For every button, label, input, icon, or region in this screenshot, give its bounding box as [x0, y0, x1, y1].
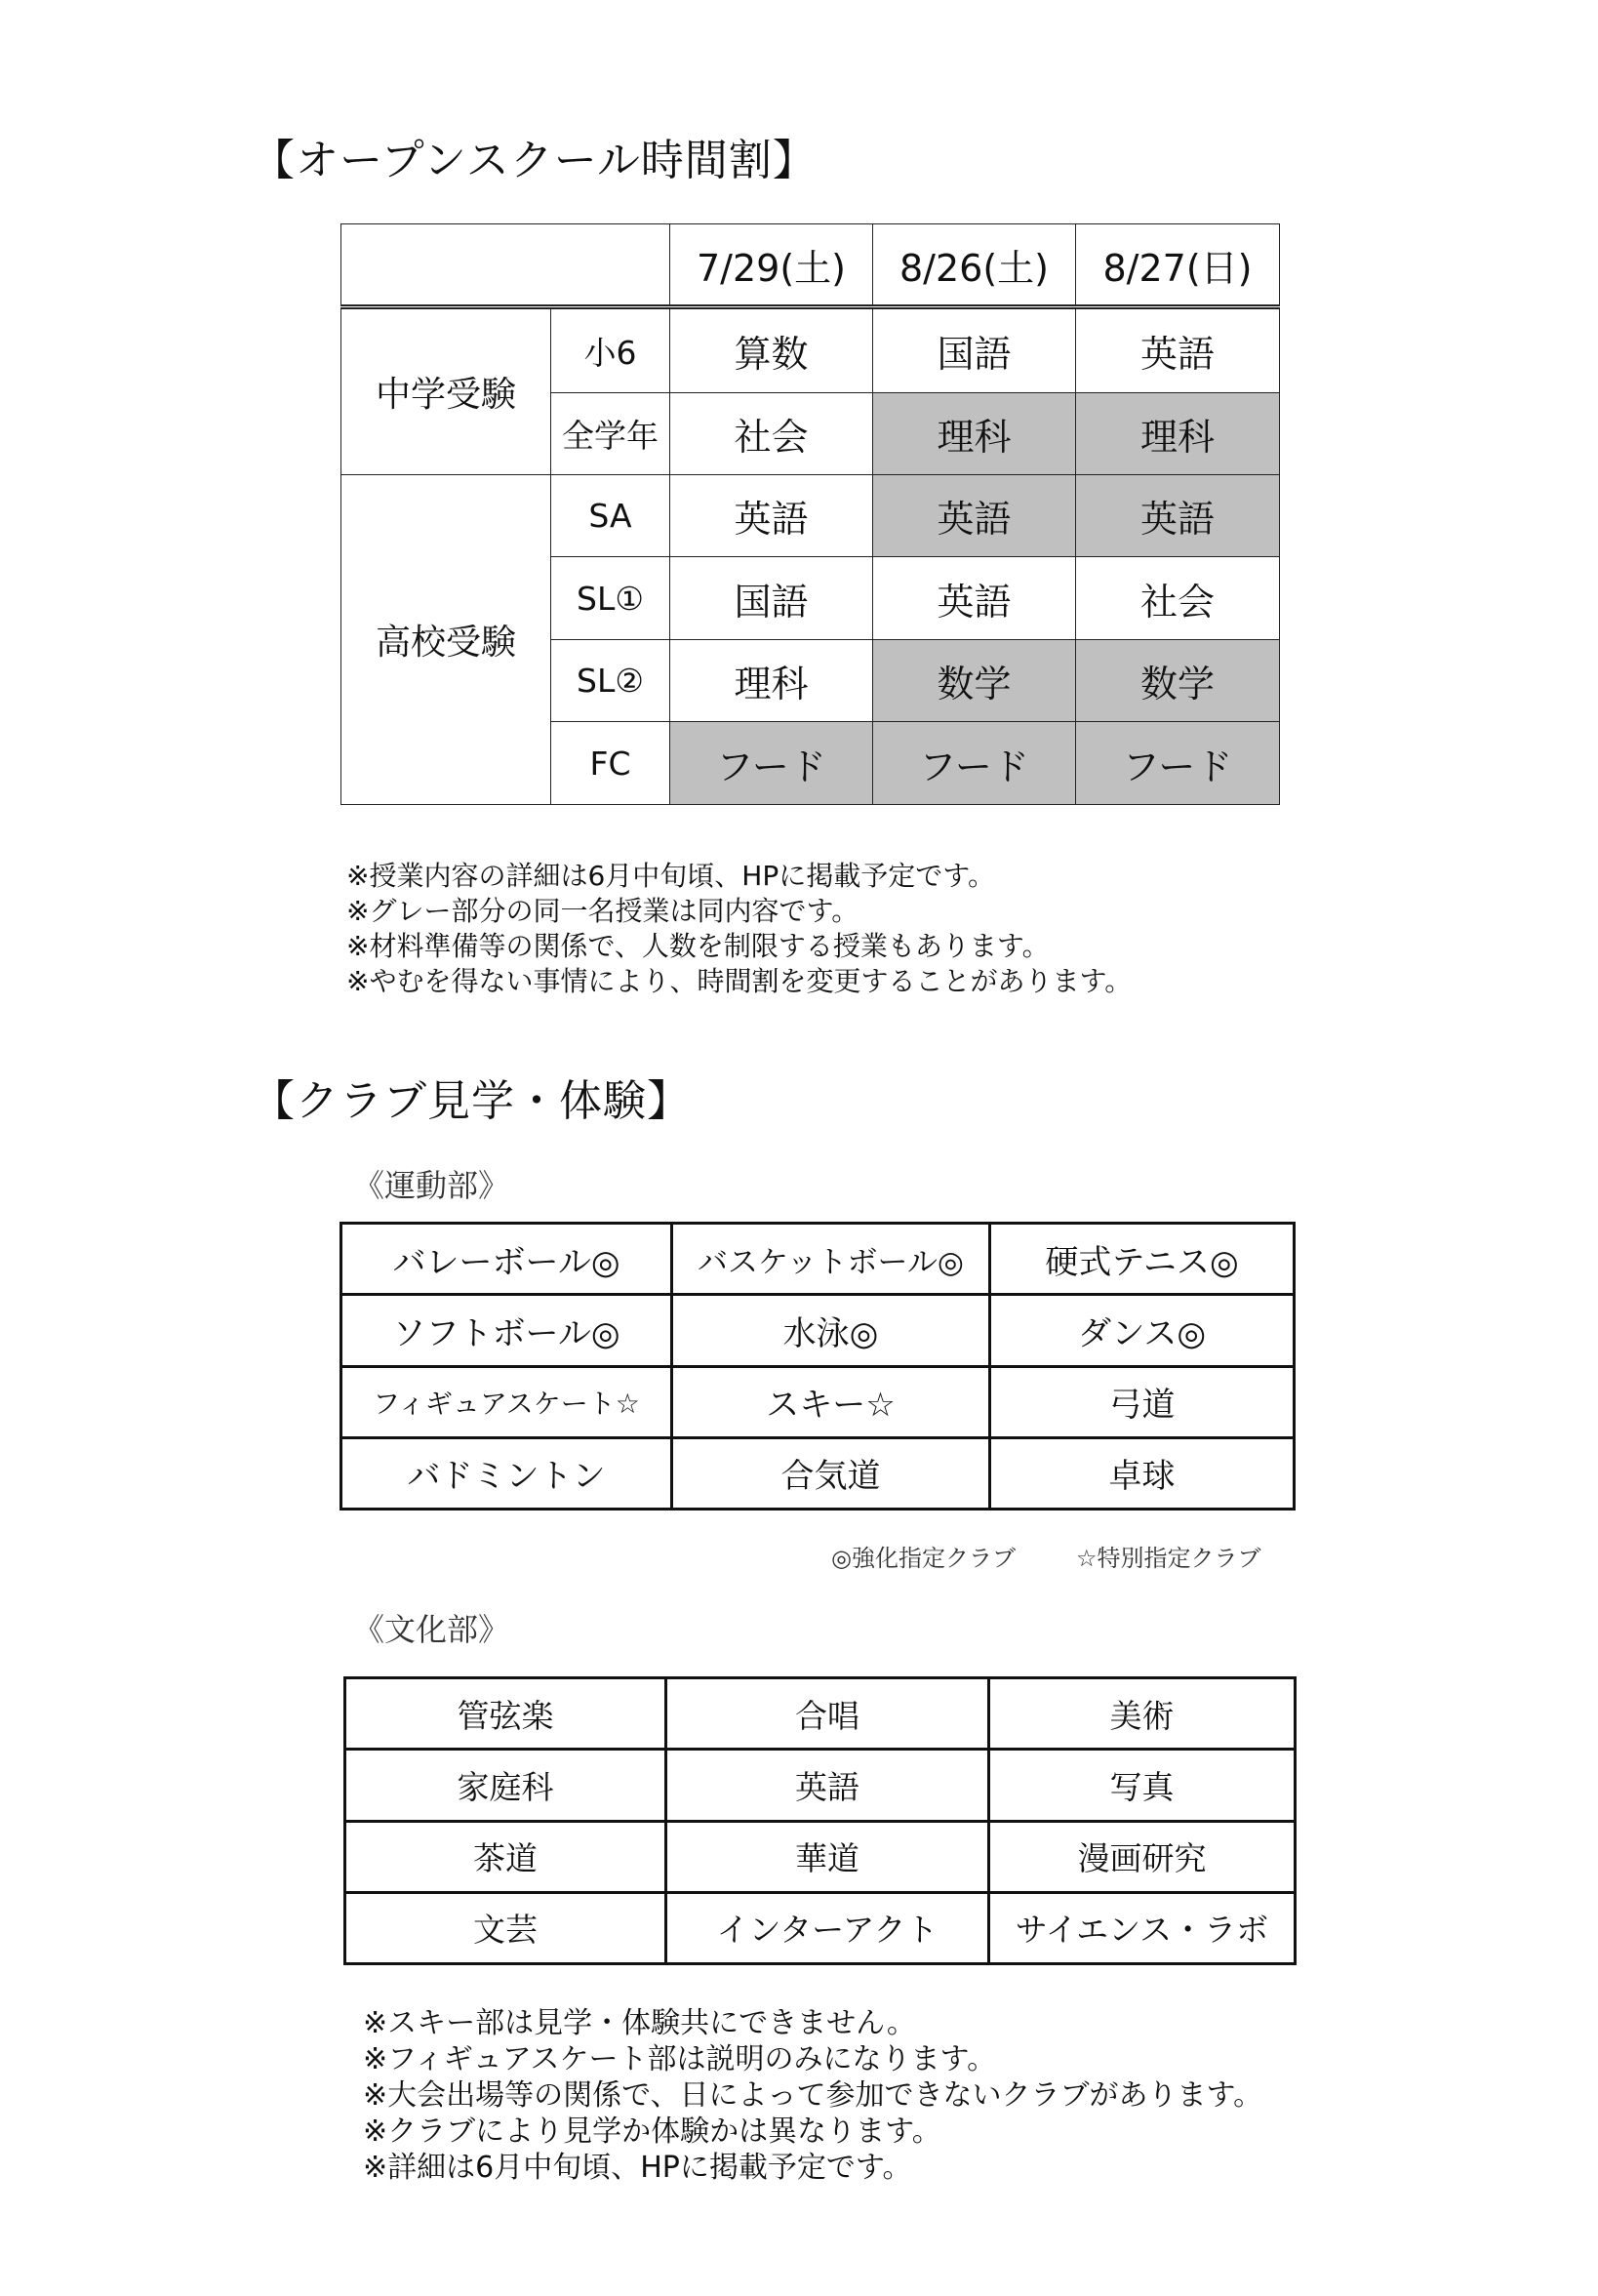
timetable-header-row: [341, 224, 1280, 307]
club-cell: 美術: [989, 1678, 1296, 1750]
note-line: ※詳細は6月中旬頃、HPに掲載予定です。: [363, 2151, 912, 2185]
note-line: ※授業内容の詳細は6月中旬頃、HPに掲載予定です。: [346, 860, 995, 892]
club-cell: フィギュアスケート☆: [341, 1366, 672, 1437]
club-row: [345, 1678, 1296, 1750]
club-cell: 茶道: [345, 1821, 666, 1892]
club-cell: ソフトボール◎: [341, 1295, 672, 1366]
section-title-clubs: 【クラブ見学・体験】: [252, 1076, 691, 1126]
club-cell: バレーボール◎: [341, 1224, 672, 1295]
culture-clubs-table: [343, 1676, 1297, 1965]
club-cell: 漫画研究: [989, 1821, 1296, 1892]
club-cell: 写真: [989, 1750, 1296, 1821]
sports-clubs-heading: 《運動部》: [353, 1167, 510, 1204]
subject-cell-grey: フード: [670, 722, 873, 805]
club-cell: 合唱: [666, 1678, 989, 1750]
club-cell: 英語: [666, 1750, 989, 1821]
date-header: 8/27(日): [1076, 224, 1280, 307]
group-label-high-school: 高校受験: [341, 474, 551, 804]
legend-special: ☆特別指定クラブ: [1076, 1545, 1261, 1572]
club-cell: バスケットボール◎: [672, 1224, 990, 1295]
subject-cell-grey: 英語: [873, 474, 1076, 556]
note-line: ※フィギュアスケート部は説明のみになります。: [363, 2042, 997, 2076]
group-label-junior-high: 中学受験: [341, 307, 551, 475]
subject-cell-grey: 数学: [1076, 639, 1280, 721]
note-line: ※クラブにより見学か体験かは異なります。: [363, 2115, 941, 2149]
club-cell: サイエンス・ラボ: [989, 1892, 1296, 1963]
subject-cell-grey: フード: [873, 722, 1076, 805]
section-title-open-school: 【オープンスクール時間割】: [252, 136, 817, 185]
subject-cell: 英語: [670, 474, 873, 556]
subject-cell: 理科: [670, 639, 873, 721]
subject-cell-grey: フード: [1076, 722, 1280, 805]
row-label: SL②: [551, 639, 670, 721]
club-row: [341, 1295, 1295, 1366]
club-cell: スキー☆: [672, 1366, 990, 1437]
club-row: [341, 1224, 1295, 1295]
row-label: 小6: [551, 307, 670, 393]
club-row: [345, 1750, 1296, 1821]
sports-clubs-table: [340, 1222, 1296, 1511]
timetable-notes: [346, 859, 1132, 999]
club-cell: 卓球: [990, 1437, 1295, 1509]
row-label: 全学年: [551, 392, 670, 474]
open-school-timetable: [340, 223, 1280, 805]
club-row: [341, 1366, 1295, 1437]
club-notes: [363, 2005, 1262, 2186]
note-line: ※やむを得ない事情により、時間割を変更することがあります。: [346, 965, 1133, 997]
timetable-row: [341, 474, 1280, 556]
club-row: [341, 1437, 1295, 1509]
subject-cell: 国語: [873, 307, 1076, 393]
note-line: ※材料準備等の関係で、人数を制限する授業もあります。: [346, 930, 1050, 962]
timetable-corner-cell: [341, 224, 670, 307]
row-label: SA: [551, 474, 670, 556]
club-cell: バドミントン: [341, 1437, 672, 1509]
club-row: [345, 1821, 1296, 1892]
subject-cell-grey: 数学: [873, 639, 1076, 721]
row-label: FC: [551, 722, 670, 805]
subject-cell: 英語: [1076, 307, 1280, 393]
club-cell: 水泳◎: [672, 1295, 990, 1366]
timetable-row: [341, 307, 1280, 393]
club-cell: 硬式テニス◎: [990, 1224, 1295, 1295]
club-row: [345, 1892, 1296, 1963]
legend-reinforced: ◎強化指定クラブ: [831, 1545, 1016, 1572]
subject-cell-grey: 理科: [1076, 392, 1280, 474]
subject-cell: 国語: [670, 557, 873, 639]
club-cell: 合気道: [672, 1437, 990, 1509]
subject-cell-grey: 英語: [1076, 474, 1280, 556]
subject-cell-grey: 理科: [873, 392, 1076, 474]
club-cell: 弓道: [990, 1366, 1295, 1437]
club-cell: 家庭科: [345, 1750, 666, 1821]
row-label: SL①: [551, 557, 670, 639]
club-cell: インターアクト: [666, 1892, 989, 1963]
subject-cell: 算数: [670, 307, 873, 393]
note-line: ※グレー部分の同一名授業は同内容です。: [346, 895, 859, 927]
club-cell: 華道: [666, 1821, 989, 1892]
date-header: 8/26(土): [873, 224, 1076, 307]
note-line: ※スキー部は見学・体験共にできません。: [363, 2006, 916, 2040]
culture-clubs-heading: 《文化部》: [353, 1611, 510, 1648]
note-line: ※大会出場等の関係で、日によって参加できないクラブがあります。: [363, 2078, 1263, 2113]
subject-cell: 社会: [1076, 557, 1280, 639]
club-cell: 文芸: [345, 1892, 666, 1963]
club-cell: 管弦楽: [345, 1678, 666, 1750]
subject-cell: 英語: [873, 557, 1076, 639]
club-cell: ダンス◎: [990, 1295, 1295, 1366]
date-header: 7/29(土): [670, 224, 873, 307]
subject-cell: 社会: [670, 392, 873, 474]
